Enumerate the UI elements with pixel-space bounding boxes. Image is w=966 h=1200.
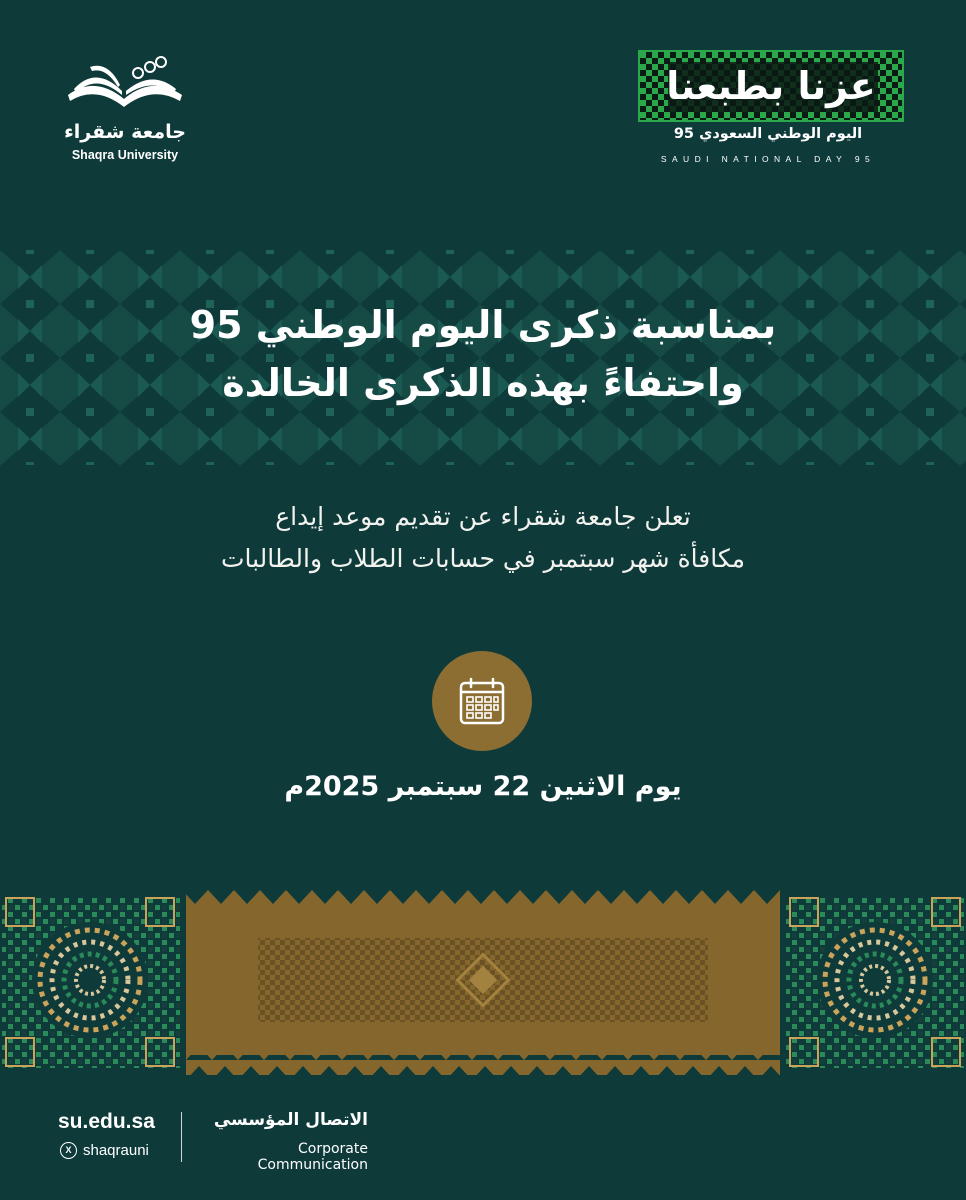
national-day-slogan: عزنا بطبعنا (666, 64, 876, 108)
announcement-line-2: مكافأة شهر سبتمبر في حسابات الطلاب والطالبات (220, 544, 746, 573)
headline (0, 296, 966, 412)
announcement-text (0, 496, 966, 580)
calendar-badge (432, 651, 532, 751)
university-name-english: Shaqra University (71, 148, 179, 162)
bottom-decorative-pattern (0, 890, 966, 1075)
event-date: يوم الاثنين 22 سبتمبر 2025م (284, 771, 682, 802)
national-day-title-english: SAUDI NATIONAL DAY 95 (660, 154, 876, 164)
headline-line-2: واحتفاءً بهذه الذكرى الخالدة (222, 361, 744, 405)
national-day-title-arabic: اليوم الوطني السعودي 95 (673, 126, 863, 142)
social-handle[interactable] (60, 1142, 149, 1159)
university-name-arabic: جامعة شقراء (64, 121, 186, 143)
headline-line-1: بمناسبة ذكرى اليوم الوطني 95 (189, 303, 777, 347)
announcement-line-1: تعلن جامعة شقراء عن تقديم موعد إيداع (275, 502, 691, 531)
x-icon: X (60, 1142, 77, 1159)
university-logo (55, 55, 195, 170)
footer-divider (181, 1112, 182, 1162)
department-name-arabic: الاتصال المؤسسي (213, 1110, 368, 1130)
open-book-icon (60, 55, 190, 117)
department-name-english: Corporate Communication (257, 1141, 368, 1173)
website-link[interactable]: su.edu.sa (58, 1110, 155, 1133)
national-day-logo (630, 50, 910, 175)
calendar-icon (459, 677, 505, 725)
social-handle-text: shaqrauni (83, 1142, 149, 1159)
national-day-badge (638, 50, 904, 122)
